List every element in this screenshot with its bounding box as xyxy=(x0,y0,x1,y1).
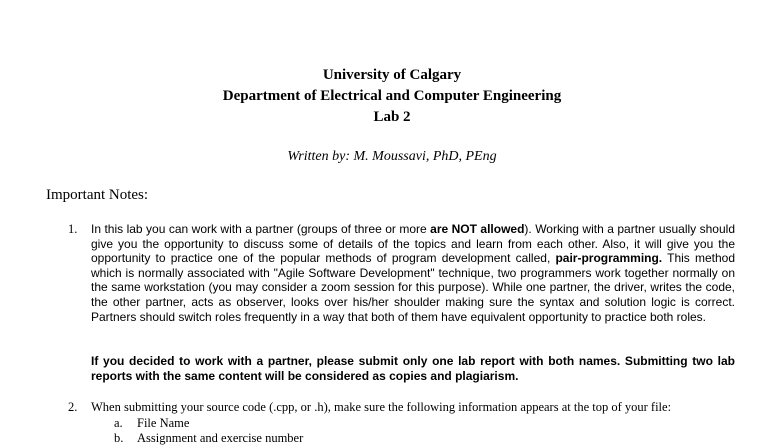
item-1-number: 1. xyxy=(68,222,78,236)
lab-title: Lab 2 xyxy=(373,109,411,125)
item-1-text-part: This method which is normally associated with "Agile Software Development" technique, two programmers work together normally on the same workstation (you may consider a zoom session for this purpose). While one partner, the driver, writes the code, the other partner, acts as observer, looks over his/her shoulder making sure the syntax and solution logic is correct. Partners should switch roles frequently in a way that both of them have equivalent opportunity to practice both roles. xyxy=(91,251,736,324)
department-title: Department of Electrical and Computer Engineering xyxy=(222,88,562,104)
university-title: University of Calgary xyxy=(322,67,462,83)
item-2-number: 2. xyxy=(68,400,78,414)
item-2-text: When submitting your source code (.cpp, or .h), make sure the following information appears at the top of your file: xyxy=(91,400,672,414)
item-1-not-allowed: are NOT allowed xyxy=(430,222,525,236)
subitem-b-text: Assignment and exercise number xyxy=(137,431,304,445)
item-1-paragraph xyxy=(91,222,735,324)
item-1-warning: If you decided to work with a partner, please submit only one lab report with both names. Submitting two lab reports with the same content will be considered as copies and plagiarism. xyxy=(91,354,735,383)
subitem-b-letter: b. xyxy=(114,431,124,445)
item-1-text-part: In this lab you can work with a partner (groups of three or more xyxy=(91,222,431,236)
author-line: Written by: M. Moussavi, PhD, PEng xyxy=(287,149,497,164)
notes-heading: Important Notes: xyxy=(46,187,149,203)
subitem-a-text: File Name xyxy=(137,416,190,430)
item-1-text-part: ). Working with a partner usually should give you the opportunity to discuss some of details of the topics and learn from each other. Also, it will give you the opportunity to practice one of the popular methods of program development called, xyxy=(91,222,735,266)
item-1-pair-programming: pair-programming. xyxy=(555,251,663,266)
subitem-a-letter: a. xyxy=(114,416,123,430)
